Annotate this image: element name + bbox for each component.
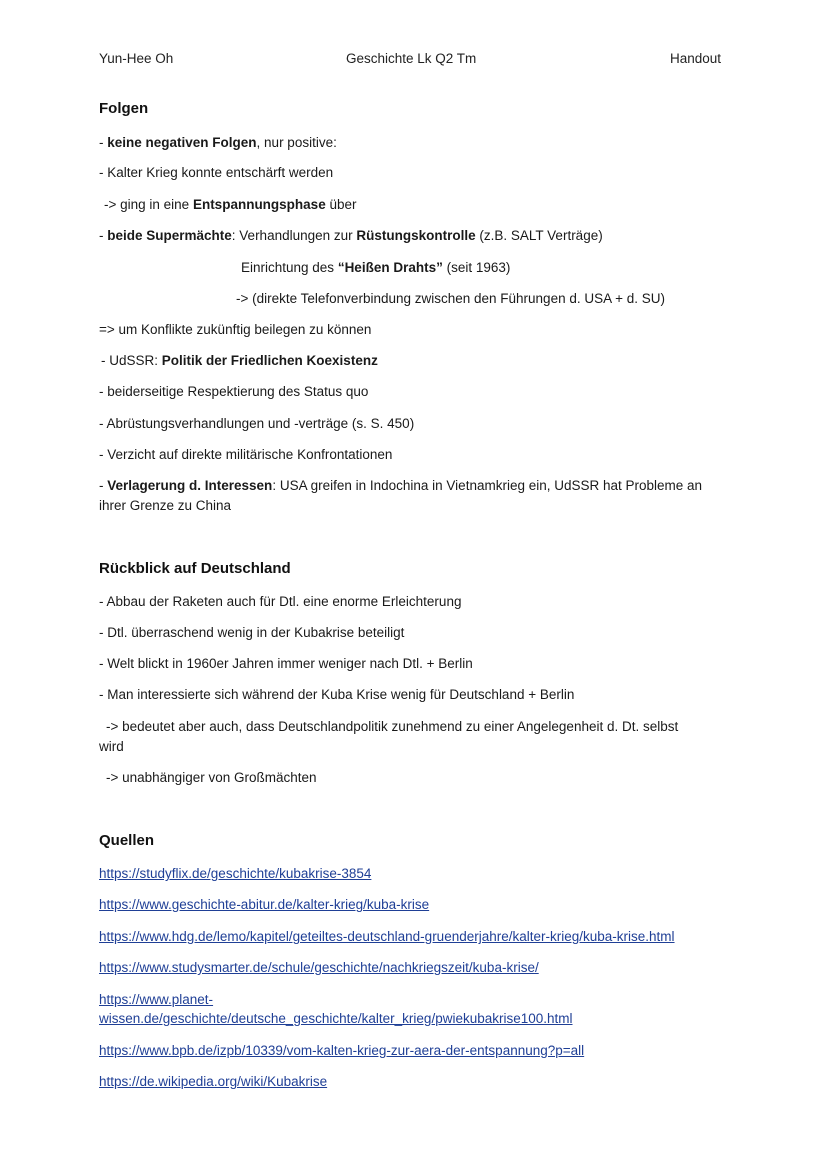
section-title-quellen: Quellen	[99, 832, 155, 849]
folgen-line-1: - keine negativen Folgen, nur positive:	[99, 135, 337, 150]
source-link[interactable]: https://studyflix.de/geschichte/kubakrise-3854	[99, 866, 372, 881]
rueckblick-line-3: - Welt blickt in 1960er Jahren immer weniger nach Dtl. + Berlin	[99, 656, 473, 671]
header-course: Geschichte Lk Q2 Tm	[346, 51, 477, 66]
folgen-line-9: - beiderseitige Respektierung des Status quo	[99, 384, 369, 399]
section-title-folgen: Folgen	[99, 100, 149, 117]
header-doctype: Handout	[669, 51, 721, 66]
folgen-line-4: - beide Supermächte: Verhandlungen zur Rüstungskontrolle (z.B. SALT Verträge)	[99, 228, 603, 243]
folgen-line-10: - Abrüstungsverhandlungen und -verträge (s. S. 450)	[99, 416, 415, 431]
rueckblick-line-4: - Man interessierte sich während der Kuba Krise wenig für Deutschland + Berlin	[99, 687, 575, 702]
folgen-line-3: -> ging in eine Entspannungsphase über	[104, 197, 357, 212]
source-link[interactable]: https://www.hdg.de/lemo/kapitel/geteiltes-deutschland-gruenderjahre/kalter-krieg/kuba-krise.html	[99, 929, 675, 944]
folgen-line-5: Einrichtung des “Heißen Drahts” (seit 1963)	[241, 260, 511, 275]
source-link[interactable]: https://www.planet-wissen.de/geschichte/deutsche_geschichte/kalter_krieg/pwiekubakrise100.html	[99, 992, 573, 1026]
folgen-line-7: => um Konflikte zukünftig beilegen zu können	[99, 322, 372, 337]
folgen-line-6: -> (direkte Telefonverbindung zwischen den Führungen d. USA + d. SU)	[236, 291, 666, 306]
source-link[interactable]: https://www.bpb.de/izpb/10339/vom-kalten-krieg-zur-aera-der-entspannung?p=all	[99, 1043, 585, 1058]
rueckblick-line-5b: wird	[99, 739, 124, 754]
folgen-line-11: - Verzicht auf direkte militärische Konfrontationen	[99, 447, 393, 462]
rueckblick-line-6: -> unabhängiger von Großmächten	[106, 770, 317, 785]
folgen-line-8: - UdSSR: Politik der Friedlichen Koexistenz	[101, 353, 378, 368]
folgen-line-12: - Verlagerung d. Interessen: USA greifen in Indochina in Vietnamkrieg ein, UdSSR hat Probleme an ihrer Grenze zu China	[99, 478, 703, 513]
rueckblick-line-2: - Dtl. überraschend wenig in der Kubakrise beteiligt	[99, 625, 405, 640]
rueckblick-line-1: - Abbau der Raketen auch für Dtl. eine enorme Erleichterung	[99, 594, 462, 609]
source-link[interactable]: https://www.geschichte-abitur.de/kalter-krieg/kuba-krise	[99, 897, 430, 912]
folgen-line-2: - Kalter Krieg konnte entschärft werden	[99, 165, 334, 180]
rueckblick-line-5a: -> bedeutet aber auch, dass Deutschlandpolitik zunehmend zu einer Angelegenheit d. Dt. selbst	[106, 719, 679, 734]
header-author: Yun-Hee Oh	[99, 51, 174, 66]
source-link[interactable]: https://www.studysmarter.de/schule/geschichte/nachkriegszeit/kuba-krise/	[99, 960, 539, 975]
section-title-rueckblick: Rückblick auf Deutschland	[99, 560, 291, 577]
source-link[interactable]: https://de.wikipedia.org/wiki/Kubakrise	[99, 1074, 328, 1089]
